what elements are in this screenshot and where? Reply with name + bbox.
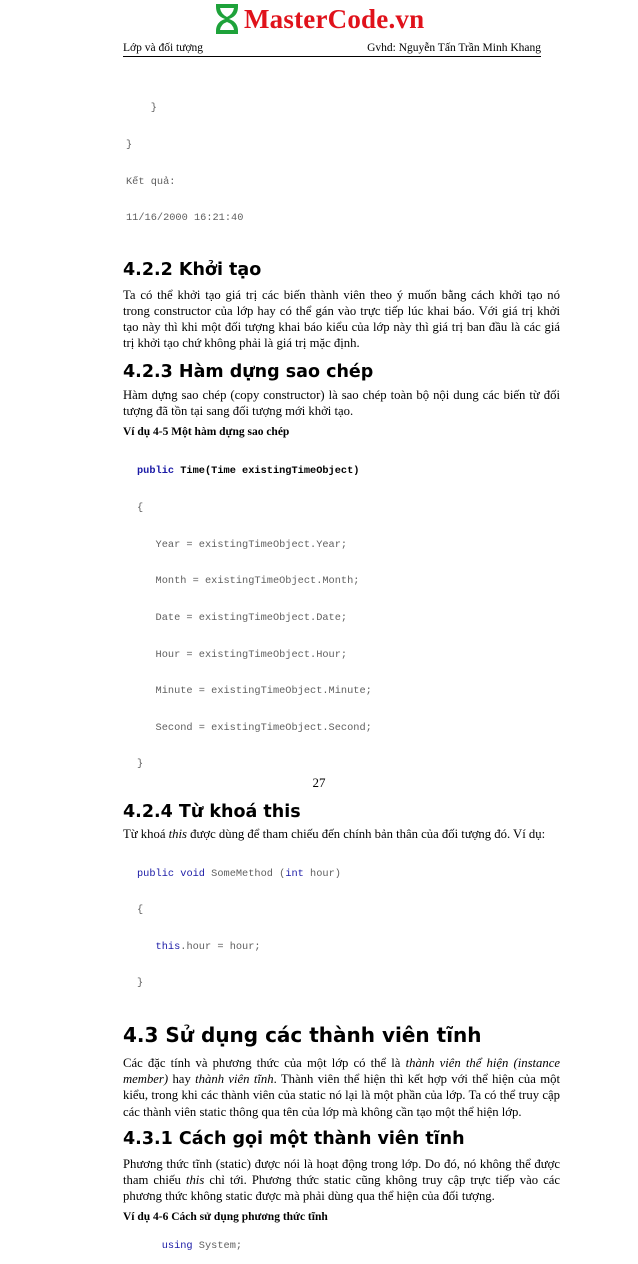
page-header: [123, 42, 541, 57]
code-line: [137, 941, 560, 953]
header-chapter: Lớp và đối tượng: [123, 42, 204, 54]
code-text: Time(Time existingTimeObject): [174, 465, 360, 478]
code-line: Month = existingTimeObject.Month;: [137, 575, 360, 588]
text-run: hay: [168, 1072, 196, 1087]
code-text: .hour = hour;: [180, 940, 261, 953]
code-line: [137, 465, 560, 477]
page-number: 27: [312, 775, 326, 790]
code-block-this: [137, 843, 560, 1014]
code-line: Second = existingTimeObject.Second;: [137, 721, 372, 734]
section-paragraph: Hàm dựng sao chép (copy constructor) là sao chép toàn bộ nội dung các biến từ đối tượng đã tồn tại sang đối tượng mới khởi tạo.: [123, 387, 560, 418]
code-line: }: [126, 139, 133, 152]
code-block-using: [137, 1227, 560, 1264]
example-caption: Ví dụ 4-5 Một hàm dựng sao chép: [123, 426, 290, 439]
logo: [214, 2, 424, 36]
text-emphasis: thành viên thể hiện (instance member): [123, 1056, 561, 1087]
text-run: Các đặc tính và phương thức của một lớp có thể là: [123, 1056, 406, 1070]
code-keyword: int: [285, 867, 304, 880]
code-line: }: [126, 102, 157, 115]
section-paragraph: Ta có thể khởi tạo giá trị các biến thành viên theo ý muốn bằng cách khởi tạo nó trong constructor của lớp hay có thể gán vào trực tiếp lúc khai báo. Với giá trị khởi tạo này thì khi một đối tượng khai báo kiểu của lớp này thì giá trị ban đầu là các giá trị khởi tạo chứ không phải là giá trị mặc định.: [123, 287, 560, 351]
hourglass-icon: [214, 3, 240, 35]
section-heading-4-2-3: 4.2.3 Hàm dựng sao chép: [123, 361, 374, 382]
section-paragraph: [123, 1055, 560, 1120]
code-keyword: public: [137, 867, 175, 880]
code-line: {: [137, 502, 144, 515]
section-paragraph: [123, 826, 560, 842]
code-text: SomeMethod (: [204, 867, 286, 880]
section-heading-4-2-4: 4.2.4 Từ khoá this: [123, 801, 301, 822]
text-run: được dùng để tham chiếu đến chính bản thân của đối tượng đó. Ví dụ:: [186, 826, 546, 841]
code-keyword: public: [137, 465, 175, 478]
section-heading-4-2-2: 4.2.2 Khởi tạo: [123, 259, 262, 280]
text-emphasis: this: [168, 826, 187, 841]
example-caption: Ví dụ 4-6 Cách sử dụng phương thức tĩnh: [123, 1211, 328, 1224]
code-indent: [137, 941, 156, 953]
code-line: }: [137, 758, 144, 771]
code-keyword: using: [161, 1239, 193, 1252]
section-heading-4-3: 4.3 Sử dụng các thành viên tĩnh: [123, 1023, 482, 1047]
top-code-block: [126, 78, 560, 249]
text-emphasis: this: [185, 1173, 205, 1188]
text-run: . Thành viên thể hiện thì kết hợp với thể hiện của một kiểu, trong khi các thành viên của static nó lại là một phần của lớp. Ta có thể truy cập các thành viên static thông qua tên của lớp mà không cần tạo một thể hiện lớp.: [123, 1072, 560, 1119]
code-line: Date = existingTimeObject.Date;: [137, 611, 348, 624]
text-run: Từ khoá: [123, 826, 169, 841]
code-line: 11/16/2000 16:21:40: [126, 212, 244, 225]
code-line: }: [137, 977, 144, 990]
text-run: Phương thức tĩnh (static) được nói là hoạt động trong lớp. Do đó, nó không thể được tham chiếu: [123, 1156, 560, 1188]
code-line: Year = existingTimeObject.Year;: [137, 538, 348, 551]
page-content: [123, 78, 560, 1264]
code-line: {: [137, 904, 144, 917]
code-line: Hour = existingTimeObject.Hour;: [137, 648, 348, 661]
code-block-copy-constructor: [137, 441, 560, 795]
header-instructor: Gvhd: Nguyễn Tấn Trần Minh Khang: [367, 42, 541, 54]
code-line: [137, 868, 560, 880]
code-text: hour): [303, 867, 341, 880]
text-emphasis: thành viên tĩnh: [195, 1072, 274, 1087]
section-paragraph: [123, 1156, 560, 1205]
code-text: System;: [192, 1239, 243, 1252]
code-keyword: void: [180, 867, 205, 880]
code-line: Kết quả:: [126, 175, 176, 188]
logo-text: MasterCode.vn: [244, 3, 425, 34]
text-run: chỉ tới. Phương thức static cũng không truy cập trực tiếp vào các phương thức không static được mà phải dùng qua thể hiện của đối tượng.: [123, 1173, 560, 1204]
section-heading-4-3-1: 4.3.1 Cách gọi một thành viên tĩnh: [123, 1128, 465, 1149]
code-line: Minute = existingTimeObject.Minute;: [137, 685, 372, 698]
code-keyword: this: [155, 940, 181, 953]
